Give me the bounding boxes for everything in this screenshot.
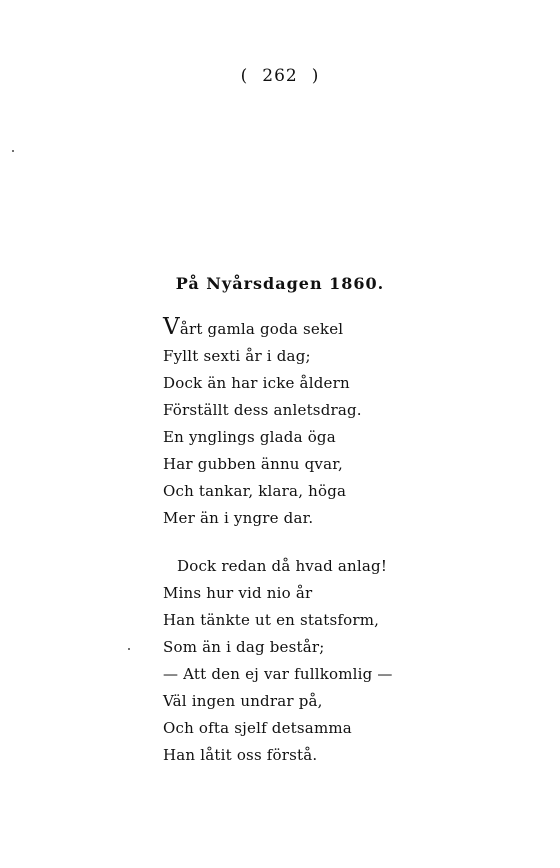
paren-right: ) bbox=[311, 66, 320, 86]
ink-speck bbox=[128, 648, 130, 650]
poem-line: Han låtit oss förstå. bbox=[163, 746, 318, 764]
poem-line: Och ofta sjelf detsamma bbox=[163, 719, 352, 737]
poem-line: En ynglings glada öga bbox=[163, 428, 336, 446]
poem-line: Han tänkte ut en statsform, bbox=[163, 611, 380, 629]
poem-title: På Nyårsdagen 1860. bbox=[175, 274, 385, 293]
stanza-2 bbox=[163, 553, 393, 769]
stanza-1 bbox=[163, 316, 362, 532]
poem-line: — Att den ej var fullkomlig — bbox=[163, 665, 393, 683]
paren-left: ( bbox=[240, 66, 249, 86]
poem-line: Mer än i yngre dar. bbox=[163, 509, 314, 527]
page-number bbox=[0, 66, 560, 86]
ink-speck bbox=[12, 150, 14, 152]
page-number-value: 262 bbox=[262, 66, 298, 86]
poem-line: Mins hur vid nio år bbox=[163, 584, 313, 602]
poem-line: Förställt dess anletsdrag. bbox=[163, 401, 362, 419]
poem-line: Som än i dag består; bbox=[163, 638, 325, 656]
poem-line: Dock redan då hvad anlag! bbox=[177, 557, 388, 575]
poem-line: Och tankar, klara, höga bbox=[163, 482, 347, 500]
poem-line: Fyllt sexti år i dag; bbox=[163, 347, 311, 365]
poem-line bbox=[163, 316, 362, 343]
poem-line-text: årt gamla goda sekel bbox=[179, 320, 344, 338]
initial-letter: V bbox=[163, 314, 180, 340]
poem-line: Dock än har icke åldern bbox=[163, 374, 350, 392]
poem-line: Har gubben ännu qvar, bbox=[163, 455, 343, 473]
poem-line: Väl ingen undrar på, bbox=[163, 692, 323, 710]
